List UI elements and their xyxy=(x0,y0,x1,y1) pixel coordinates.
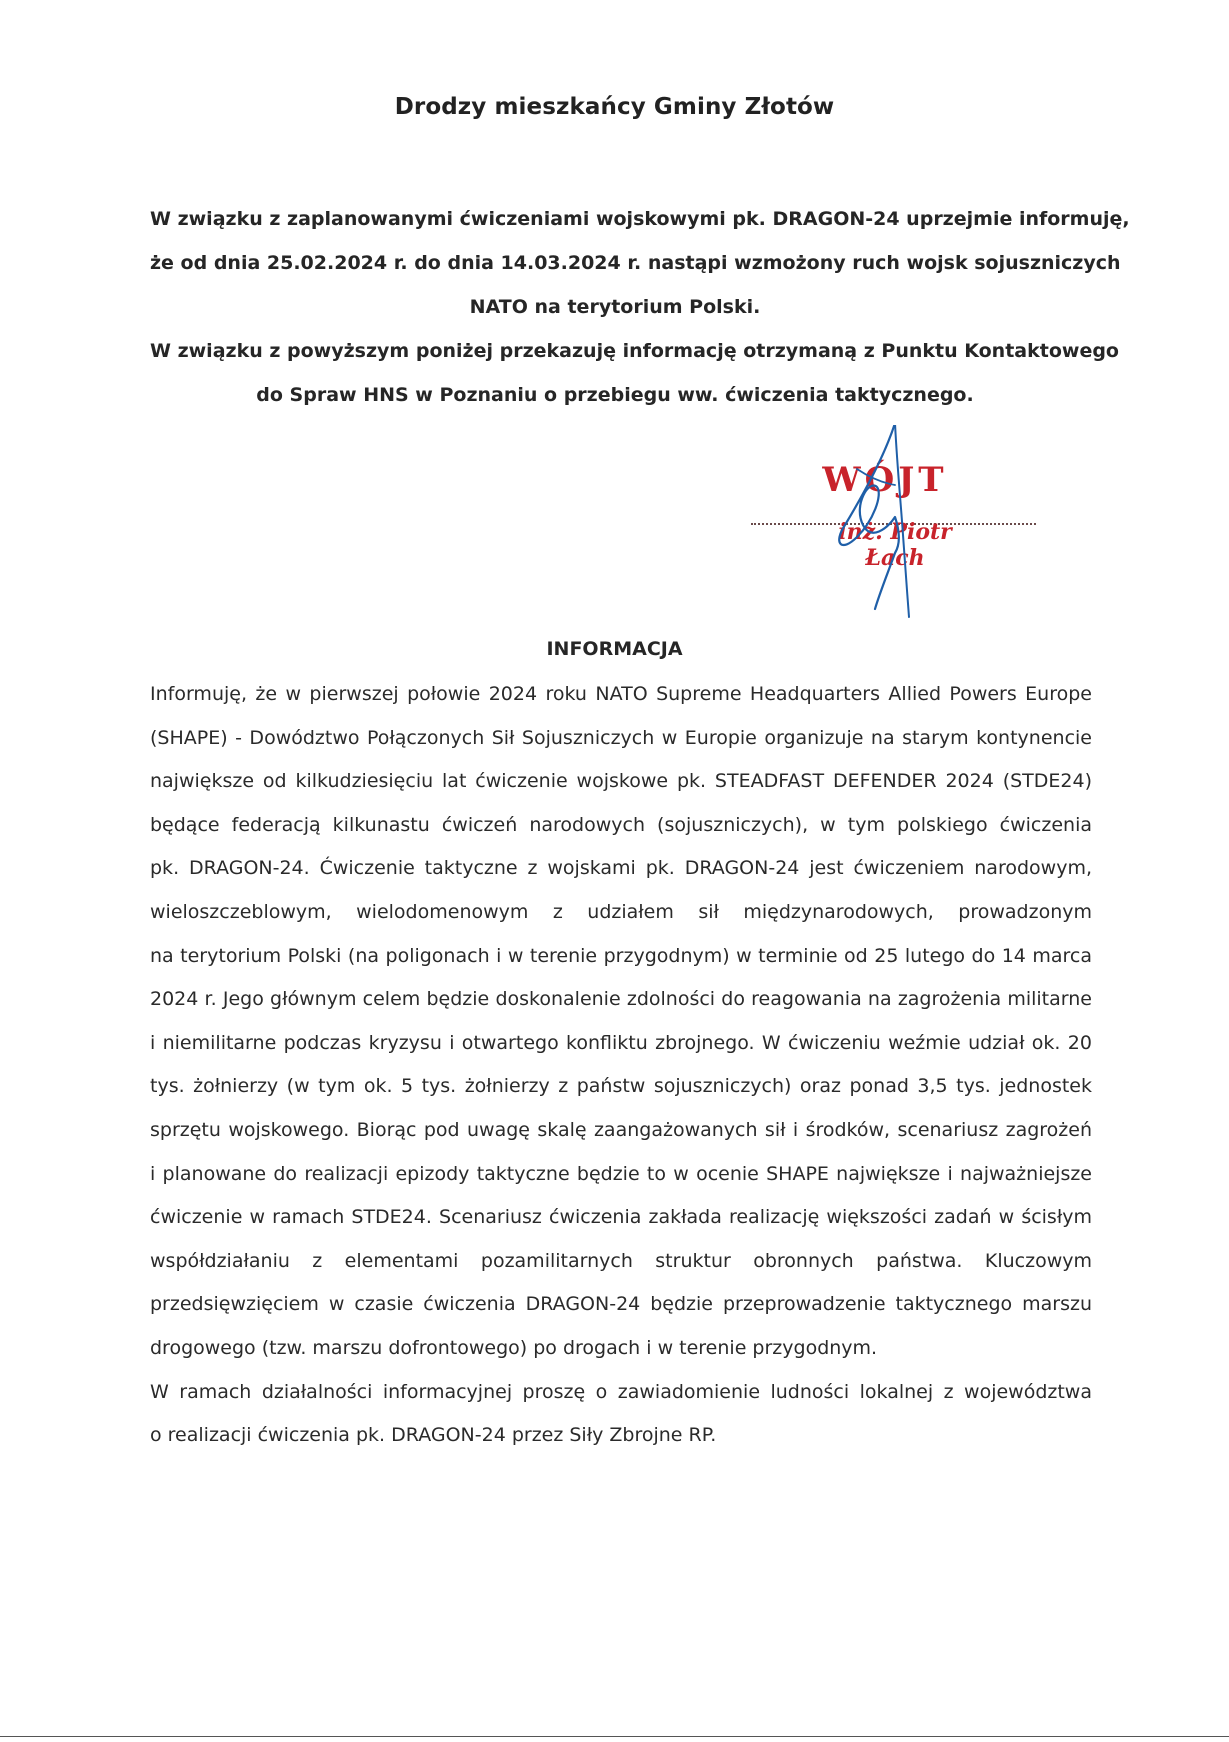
body-line: pk. DRAGON-24. Ćwiczenie taktyczne z wojskami pk. DRAGON-24 jest ćwiczeniem narodowym, xyxy=(150,857,1092,880)
intro-line: że od dnia 25.02.2024 r. do dnia 14.03.2024 r. nastąpi wzmożony ruch wojsk sojuszniczych xyxy=(150,252,1121,274)
body-line: współdziałaniu z elementami pozamilitarnych struktur obronnych państwa. Kluczowym xyxy=(150,1249,1092,1272)
intro-line: W związku z zaplanowanymi ćwiczeniami wojskowymi pk. DRAGON-24 uprzejmie informuję, xyxy=(150,208,1130,230)
body-line: o realizacji ćwiczenia pk. DRAGON-24 przez Siły Zbrojne RP. xyxy=(150,1424,717,1447)
body-line: (SHAPE) - Dowództwo Połączonych Sił Sojuszniczych w Europie organizuje na starym kontynencie xyxy=(150,726,1092,749)
handwritten-signature xyxy=(745,425,1045,625)
body-line: drogowego (tzw. marszu dofrontowego) po drogach i w terenie przygodnym. xyxy=(150,1336,878,1359)
body-line: będące federacją kilkunastu ćwiczeń narodowych (sojuszniczych), w tym polskiego ćwiczenia xyxy=(150,813,1092,836)
body-line: przedsięwzięciem w czasie ćwiczenia DRAGON-24 będzie przeprowadzenie taktycznego marszu xyxy=(150,1293,1092,1316)
page-bottom-edge xyxy=(0,1736,1229,1737)
body-line: tys. żołnierzy (w tym ok. 5 tys. żołnierzy z państw sojuszniczych) oraz ponad 3,5 tys. jednostek xyxy=(150,1075,1092,1098)
intro-line: NATO na terytorium Polski. xyxy=(469,296,761,318)
body-line: i niemilitarne podczas kryzysu i otwartego konfliktu zbrojnego. W ćwiczeniu weźmie udział ok. 20 xyxy=(150,1031,1092,1054)
body-line: na terytorium Polski (na poligonach i w terenie przygodnym) w terminie od 25 lutego do 14 marca xyxy=(150,944,1092,967)
intro-line: do Spraw HNS w Poznaniu o przebiegu ww. ćwiczenia taktycznego. xyxy=(256,384,974,406)
stamp-title: WÓJT xyxy=(822,460,948,500)
body-line: wieloszczeblowym, wielodomenowym z udziałem sił międzynarodowych, prowadzonym xyxy=(150,900,1092,923)
body-line: ćwiczenie w ramach STDE24. Scenariusz ćwiczenia zakłada realizację większości zadań w ścisłym xyxy=(150,1206,1092,1229)
body-line: i planowane do realizacji epizody taktyczne będzie to w ocenie SHAPE największe i najważniejsze xyxy=(150,1162,1092,1185)
stamp-name: inż. Piotr Łach xyxy=(838,519,952,571)
body-line: Informuję, że w pierwszej połowie 2024 roku NATO Supreme Headquarters Allied Powers Europe xyxy=(150,683,1092,705)
body-line: W ramach działalności informacyjnej proszę o zawiadomienie ludności lokalnej z województwa xyxy=(150,1380,1092,1403)
intro-line: W związku z powyższym poniżej przekazuję informację otrzymaną z Punktu Kontaktowego xyxy=(150,340,1119,362)
information-paragraph xyxy=(150,673,1092,1458)
intro-paragraph xyxy=(150,197,1130,417)
body-line: 2024 r. Jego głównym celem będzie doskonalenie zdolności do reagowania na zagrożenia militarne xyxy=(150,988,1092,1011)
body-line: sprzętu wojskowego. Biorąc pod uwagę skalę zaangażowanych sił i środków, scenariusz zagrożeń xyxy=(150,1118,1092,1141)
official-stamp xyxy=(745,425,1045,625)
section-title: INFORMACJA xyxy=(546,638,683,660)
page-title: Drodzy mieszkańcy Gminy Złotów xyxy=(394,94,835,120)
body-line: największe od kilkudziesięciu lat ćwiczenie wojskowe pk. STEADFAST DEFENDER 2024 (STDE24) xyxy=(150,770,1092,793)
